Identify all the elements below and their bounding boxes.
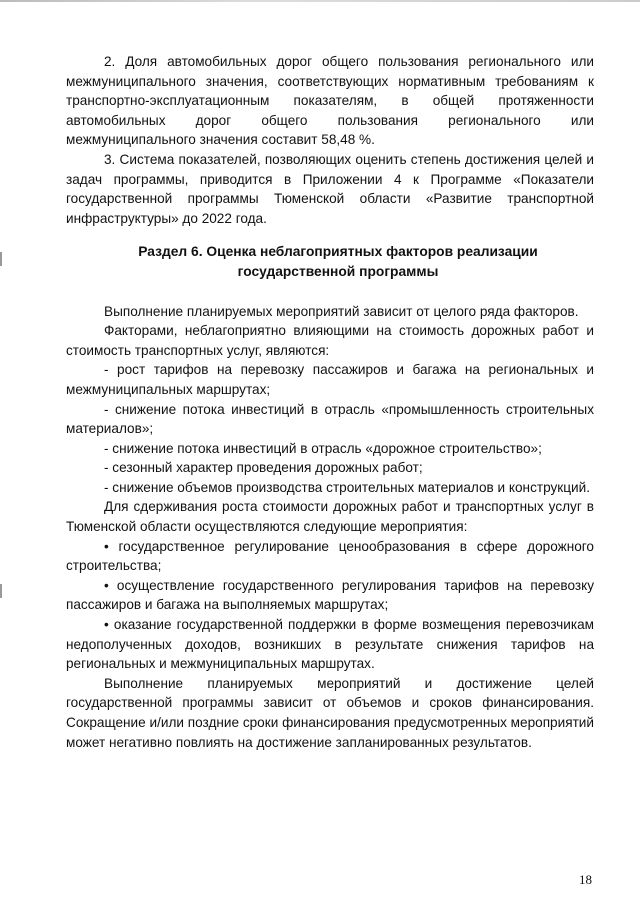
paragraph-measures: Для сдерживания роста стоимости дорожных работ и транспортных услуг в Тюменской области осуществляются следующие мероприятия: bbox=[66, 499, 594, 535]
section-heading: Раздел 6. Оценка неблагоприятных факторов реализации государственной программы bbox=[138, 244, 538, 279]
paragraph-intro: Выполнение планируемых мероприятий зависит от целого ряда факторов. bbox=[104, 303, 579, 319]
list-item-factor: - снижение объемов производства строительных материалов и конструкций. bbox=[104, 479, 590, 495]
document-body bbox=[66, 52, 594, 752]
page-number: 18 bbox=[579, 872, 592, 887]
list-item-measure: • оказание государственной поддержки в форме возмещения перевозчикам недополученных доходов, возникших в результате снижения тарифов на региональных и межмуниципальных маршрутах. bbox=[66, 617, 594, 672]
list-item-factor: - снижение потока инвестиций в отрасль «дорожное строительство»; bbox=[104, 440, 542, 456]
list-item-measure: • осуществление государственного регулирования тарифов на перевозку пассажиров и багажа на выполняемых маршрутах; bbox=[66, 577, 594, 613]
scan-top-edge bbox=[0, 0, 640, 2]
paragraph-indicator-2: 2. Доля автомобильных дорог общего пользования регионального или межмуниципального значения, соответствующих нормативным требованиям к транспортно-эксплуатационным показателям, в общей протяженности автомобильных дорог общего пользования регионального или межмуниципального значения составит 58,48 %. bbox=[66, 54, 594, 148]
paragraph-factors: Факторами, неблагоприятно влияющими на стоимость дорожных работ и стоимость транспортных услуг, являются: bbox=[66, 323, 594, 358]
list-item-factor: - рост тарифов на перевозку пассажиров и багажа на региональных и межмуниципальных маршрутах; bbox=[66, 362, 594, 397]
scan-left-edge-mark bbox=[0, 252, 2, 266]
paragraph-indicator-3: 3. Система показателей, позволяющих оценить степень достижения целей и задач программы, приводится в Приложении 4 к Программе «Показатели государственной программы Тюменской области «Развитие транспортной инфраструктуры» до 2022 года. bbox=[66, 151, 594, 226]
scan-left-edge-mark bbox=[0, 584, 2, 598]
paragraph-conclusion: Выполнение планируемых мероприятий и достижение целей государственной программы зависит от объемов и сроков финансирования. Сокращение и/или поздние сроки финансирования предусмотренных мероприятий может негативно повлиять на достижение запланированных результатов. bbox=[66, 675, 594, 750]
list-item-factor: - снижение потока инвестиций в отрасль «промышленность строительных материалов»; bbox=[66, 401, 594, 437]
list-item-measure: • государственное регулирование ценообразования в сфере дорожного строительства; bbox=[66, 538, 594, 574]
list-item-factor: - сезонный характер проведения дорожных работ; bbox=[104, 460, 423, 476]
